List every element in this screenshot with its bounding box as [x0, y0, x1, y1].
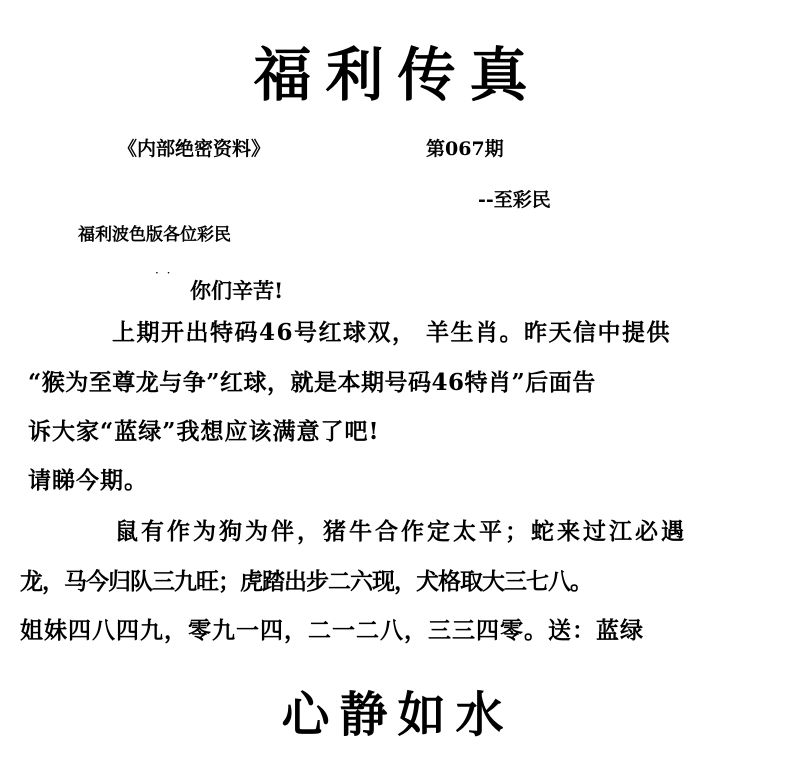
footer-slogan: 心静如水	[281, 687, 514, 743]
body-line-4: 请睇今期。	[28, 467, 148, 494]
body-line-1: 上期开出特码46号红球双， 羊生肖。昨天信中提供	[112, 319, 672, 346]
body-line-6: 龙，马今归队三九旺；虎踏出步二六现，犬格取大三七八。	[20, 568, 592, 595]
body-line-5: 鼠有作为狗为伴，猪牛合作定太平；蛇来过江必遇	[115, 518, 687, 545]
page-title: 福利传真	[253, 41, 542, 109]
salutation: 你们辛苦!	[190, 278, 284, 303]
body-line-7: 姐妹四八四九，零九一四，二一二八，三三四零。送：蓝绿	[20, 617, 644, 644]
issue-number: 第067期	[426, 138, 504, 160]
author-line: --至彩民	[478, 189, 551, 211]
decor-dots: · ·	[155, 266, 173, 280]
document-subtitle: 《内部绝密资料》	[118, 138, 271, 160]
body-line-2: “猴为至尊龙与争”红球，就是本期号码46特肖”后面告	[28, 369, 596, 396]
body-line-3: 诉大家“蓝绿”我想应该满意了吧!	[28, 418, 380, 445]
greeting-line: 福利波色版各位彩民	[78, 225, 231, 245]
